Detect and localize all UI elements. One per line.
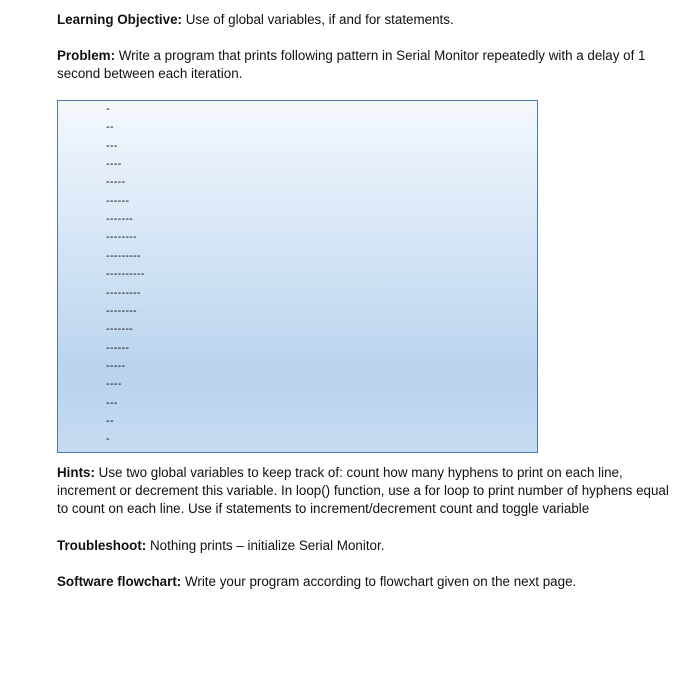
pattern-line: ---- (106, 378, 122, 391)
pattern-line: ----- (106, 359, 126, 372)
flowchart-text: Write your program according to flowchart given on the next page. (181, 574, 577, 589)
pattern-output-box (57, 100, 538, 453)
pattern-line: -------- (106, 304, 137, 317)
pattern-line: ---------- (106, 268, 145, 281)
pattern-line: ----- (106, 176, 126, 189)
flowchart-paragraph (57, 573, 677, 591)
troubleshoot-text: Nothing prints – initialize Serial Monitor. (146, 538, 385, 553)
flowchart-label: Software flowchart: (57, 574, 182, 589)
hints-text: Use two global variables to keep track of: count how many hyphens to print on each line, increment or decrement this variable. In loop() function, use a for loop to print number of hyphens equal to count on each line. Use if statements to increment/decrement count and toggle variable (57, 465, 669, 516)
pattern-line: --------- (106, 249, 141, 262)
pattern-line: -------- (106, 231, 137, 244)
pattern-line: --- (106, 139, 118, 152)
troubleshoot-label: Troubleshoot: (57, 538, 147, 553)
hints-label: Hints: (57, 465, 95, 480)
pattern-line: --------- (106, 286, 141, 299)
pattern-line: - (106, 433, 110, 446)
pattern-line: -- (106, 121, 114, 134)
problem-label: Problem: (57, 48, 116, 63)
hints-paragraph (57, 464, 677, 518)
pattern-line: ---- (106, 158, 122, 171)
pattern-line: --- (106, 396, 118, 409)
troubleshoot-paragraph (57, 537, 677, 555)
pattern-line: ------ (106, 341, 130, 354)
learning-objective-paragraph (57, 11, 677, 29)
pattern-line: ------ (106, 194, 130, 207)
problem-text: Write a program that prints following pattern in Serial Monitor repeatedly with a delay of 1 second between each iteration. (57, 48, 646, 81)
learning-objective-text: Use of global variables, if and for statements. (182, 12, 454, 27)
pattern-line: -- (106, 414, 114, 427)
learning-objective-label: Learning Objective: (57, 12, 183, 27)
problem-paragraph (57, 47, 677, 83)
pattern-line: ------- (106, 213, 134, 226)
pattern-line: - (106, 103, 110, 115)
pattern-line: ------- (106, 323, 134, 336)
